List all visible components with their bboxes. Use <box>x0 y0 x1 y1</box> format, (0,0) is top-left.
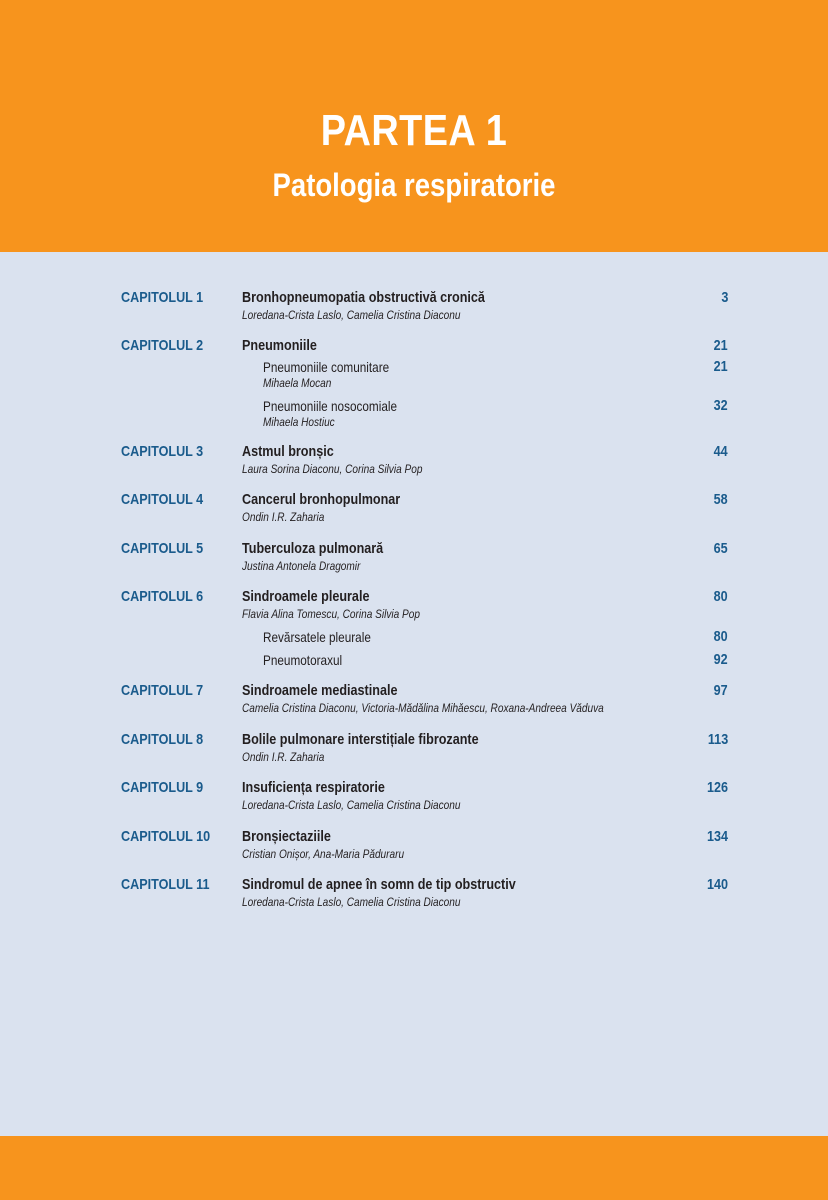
chapter-page-number: 134 <box>706 828 728 845</box>
chapter-label: CAPITOLUL 5 <box>121 540 204 557</box>
chapter-title: Sindroamele mediastinale <box>242 682 398 699</box>
chapter-authors: Justina Antonela Dragomir <box>242 559 361 573</box>
chapter-page-number: 80 <box>713 588 728 605</box>
part-subtitle: Patologia respiratorie <box>272 167 556 203</box>
chapter-title: Bronhopneumopatia obstructivă cronică <box>242 289 485 306</box>
subsection-page-number: 32 <box>713 397 728 414</box>
chapter-page-number: 113 <box>707 731 728 748</box>
chapter-label: CAPITOLUL 10 <box>121 828 211 845</box>
part-title: PARTEA 1 <box>320 106 508 155</box>
chapter-authors: Ondin I.R. Zaharia <box>242 510 325 524</box>
chapter-label: CAPITOLUL 7 <box>121 682 204 699</box>
chapter-label: CAPITOLUL 6 <box>121 588 204 605</box>
chapter-authors: Loredana-Crista Laslo, Camelia Cristina Diaconu <box>242 895 461 909</box>
chapter-authors: Laura Sorina Diaconu, Corina Silvia Pop <box>242 462 423 476</box>
chapter-page-number: 126 <box>706 779 728 796</box>
subsection-page-number: 80 <box>713 628 728 645</box>
chapter-authors: Loredana-Crista Laslo, Camelia Cristina Diaconu <box>242 308 461 322</box>
subsection-authors: Mihaela Hostiuc <box>263 415 335 429</box>
chapter-title: Bronșiectaziile <box>242 828 331 845</box>
chapter-authors: Cristian Onișor, Ana-Maria Păduraru <box>242 847 405 861</box>
chapter-title: Sindroamele pleurale <box>242 588 370 605</box>
chapter-title: Pneumoniile <box>242 337 317 354</box>
chapter-page-number: 58 <box>713 491 728 508</box>
chapter-authors: Camelia Cristina Diaconu, Victoria-Mădălina Mihăescu, Roxana-Andreea Văduva <box>242 701 604 715</box>
chapter-title: Insuficiența respiratorie <box>242 779 385 796</box>
chapter-label: CAPITOLUL 9 <box>121 779 204 796</box>
chapter-title: Sindromul de apnee în somn de tip obstructiv <box>242 876 516 893</box>
chapter-page-number: 3 <box>720 289 728 306</box>
page-footer-band <box>0 1136 828 1200</box>
chapter-authors: Flavia Alina Tomescu, Corina Silvia Pop <box>242 607 420 621</box>
subsection-title: Pneumoniile nosocomiale <box>263 398 398 414</box>
chapter-page-number: 97 <box>713 682 728 699</box>
chapter-title: Bolile pulmonare interstițiale fibrozante <box>242 731 479 748</box>
subsection-title: Pneumoniile comunitare <box>263 359 390 375</box>
chapter-title: Cancerul bronhopulmonar <box>242 491 401 508</box>
chapter-title: Astmul bronșic <box>242 443 334 460</box>
chapter-page-number: 44 <box>713 443 728 460</box>
chapter-label: CAPITOLUL 4 <box>121 491 204 508</box>
subsection-title: Revărsatele pleurale <box>263 629 371 645</box>
chapter-label: CAPITOLUL 11 <box>121 876 210 893</box>
chapter-page-number: 65 <box>713 540 728 557</box>
subsection-page-number: 92 <box>713 651 728 668</box>
chapter-label: CAPITOLUL 2 <box>121 337 204 354</box>
subsection-authors: Mihaela Mocan <box>263 376 332 390</box>
chapter-page-number: 21 <box>713 337 728 354</box>
part-header <box>0 0 828 252</box>
chapter-authors: Ondin I.R. Zaharia <box>242 750 325 764</box>
chapter-title: Tuberculoza pulmonară <box>242 540 384 557</box>
subsection-title: Pneumotoraxul <box>263 652 343 668</box>
chapter-label: CAPITOLUL 1 <box>121 289 204 306</box>
chapter-authors: Loredana-Crista Laslo, Camelia Cristina Diaconu <box>242 798 461 812</box>
chapter-page-number: 140 <box>706 876 728 893</box>
subsection-page-number: 21 <box>713 358 728 375</box>
chapter-label: CAPITOLUL 3 <box>121 443 204 460</box>
chapter-label: CAPITOLUL 8 <box>121 731 204 748</box>
